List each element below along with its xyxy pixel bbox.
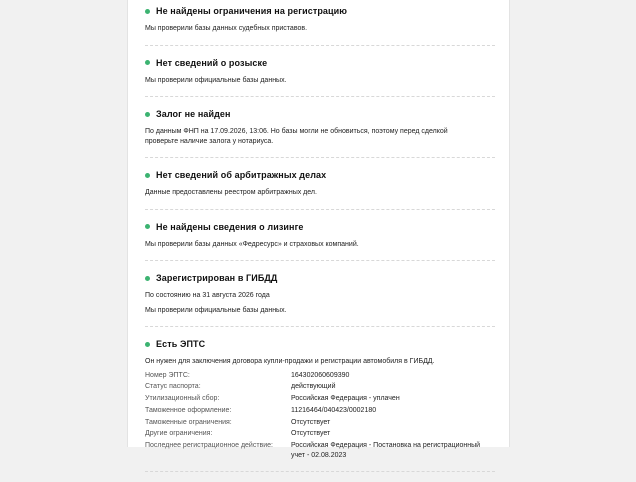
status-ok-icon [145,276,150,281]
check-description: По данным ФНП на 17.09.2026, 13:06. Но базы могли не обновиться, поэтому перед сделкой проверьте наличие залога у нотариуса. [145,128,448,145]
detail-label: Статус паспорта: [145,383,201,391]
check-title: Зарегистрирован в ГИБДД [156,273,278,283]
check-title: Залог не найден [156,109,231,119]
divider [145,96,495,97]
divider [145,209,495,210]
detail-label: Утилизационный сбор: [145,395,220,403]
check-leasing [145,220,495,262]
status-ok-icon [145,112,150,117]
detail-value: Российская Федерация - уплачен [291,395,400,403]
check-registration-restrictions [145,4,495,46]
check-gibdd-registration [145,271,495,327]
detail-value: действующий [291,383,336,391]
status-ok-icon [145,342,150,347]
detail-label: Другие ограничения: [145,430,213,438]
status-ok-icon [145,60,150,65]
divider [145,45,495,46]
detail-value: 164302060609390 [291,371,350,379]
checks-list [145,4,495,482]
epts-row-other-restrictions [145,429,495,439]
detail-value: Отсутствует [291,418,331,426]
status-ok-icon [145,224,150,229]
check-title: Нет сведений об арбитражных делах [156,170,327,180]
status-ok-icon [145,9,150,14]
check-date: По состоянию на 31 августа 2026 года [145,292,270,299]
epts-row-customs [145,406,495,416]
epts-row-status [145,382,495,392]
epts-row-number [145,371,495,381]
check-wanted [145,56,495,98]
check-title: Не найдены сведения о лизинге [156,221,304,232]
check-description: Он нужен для заключения договора купли-продажи и регистрации автомобиля в ГИБДД. [145,358,435,365]
epts-row-recycling-fee [145,394,495,404]
detail-label: Таможенное оформление: [145,406,232,414]
epts-row-last-registration [145,441,495,460]
check-title: Есть ЭПТС [156,339,206,349]
check-description: Мы проверили базы данных судебных приставов. [145,25,308,32]
epts-details [145,371,495,461]
check-pledge [145,107,495,158]
detail-value: Отсутствует [291,430,331,438]
check-description: Данные предоставлены реестром арбитражных дел. [145,189,317,196]
check-arbitration [145,168,495,210]
check-epts [145,337,495,472]
status-ok-icon [145,173,150,178]
epts-row-customs-restrictions [145,418,495,428]
check-description: Мы проверили официальные базы данных. [145,306,287,314]
detail-label: Таможенные ограничения: [145,418,232,426]
report-card [127,0,510,459]
check-title: Не найдены ограничения на регистрацию [156,6,348,16]
divider [145,157,495,158]
check-description: Мы проверили базы данных «Федресурс» и страховых компаний. [145,240,359,248]
check-description: Мы проверили официальные базы данных. [145,76,287,84]
detail-label: Номер ЭПТС: [145,371,190,379]
detail-value: Российская Федерация - Постановка на регистрационный учет - 02.08.2023 [291,442,481,459]
detail-value: 11216464/040423/0002180 [291,406,377,414]
divider [145,326,495,327]
divider [145,471,495,472]
detail-label: Последнее регистрационное действие: [145,442,274,450]
divider [145,260,495,261]
check-title: Нет сведений о розыске [156,57,268,68]
